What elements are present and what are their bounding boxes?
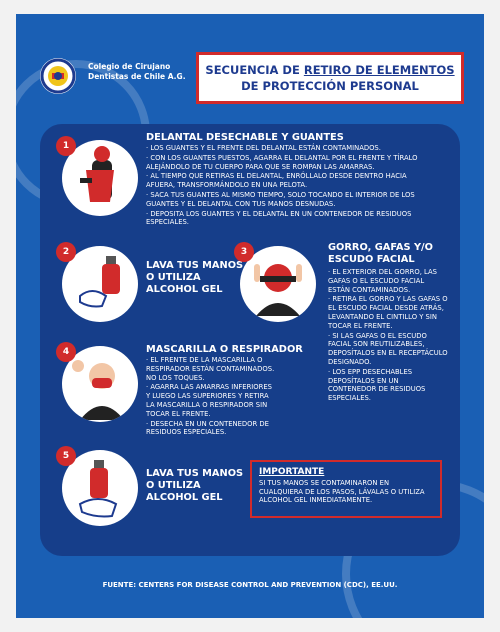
step-4-bullet: · EL FRENTE DE LA MASCARILLA O RESPIRADOR ESTÁN CONTAMINADOS. NO LOS TOQUES. (146, 356, 278, 382)
step-3-badge: 3 (234, 242, 254, 262)
title-prefix: SECUENCIA DE (205, 63, 300, 77)
step-1-bullet: · AL TIEMPO QUE RETIRAS EL DELANTAL, ENRÓLLALO DESDE DENTRO HACIA AFUERA, TRANSFORMÁNDOLO EN UNA PELOTA. (146, 172, 436, 190)
step-4-bullet: · DESECHA EN UN CONTENEDOR DE RESIDUOS ESPECIALES. (146, 420, 278, 438)
step-5-heading-line-1: LAVA TUS MANOS (146, 468, 244, 479)
step-1-bullet: · LOS GUANTES Y EL FRENTE DEL DELANTAL ESTÁN CONTAMINADOS. (146, 144, 436, 153)
step-5-heading (146, 468, 243, 504)
step-3-heading-line-2: ESCUDO FACIAL (328, 254, 415, 265)
org-name (88, 62, 186, 82)
step-2-heading-line-1: LAVA TUS MANOS (146, 260, 244, 271)
step-2-heading-line-2: O UTILIZA (146, 272, 201, 283)
step-1-badge: 1 (56, 136, 76, 156)
step-5-badge: 5 (56, 446, 76, 466)
org-line-2: Dentistas de Chile A.G. (88, 72, 186, 81)
step-1-bullet: · SACA TUS GUANTES AL MISMO TIEMPO, SOLO TOCANDO EL INTERIOR DE LOS GUANTES Y EL DELANTAL CON TUS MANOS DESNUDAS. (146, 191, 436, 209)
step-3-bullet: · RETIRA EL GORRO Y LAS GAFAS O EL ESCUDO FACIAL DESDE ATRÁS, LEVANTANDO EL CINTILLO Y SIN TOCAR EL FRENTE. (328, 295, 448, 330)
step-1-bullets (146, 144, 436, 228)
step-5-heading-line-3: ALCOHOL GEL (146, 492, 223, 503)
step-2-heading-line-3: ALCOHOL GEL (146, 284, 223, 295)
title-line-2: DE PROTECCIÓN PERSONAL (241, 79, 419, 93)
important-title: IMPORTANTE (259, 467, 325, 477)
source-footer: FUENTE: CENTERS FOR DISEASE CONTROL AND PREVENTION (CDC), EE.UU. (102, 581, 398, 589)
logo-seal-icon (40, 58, 76, 94)
step-1-bullet: · CON LOS GUANTES PUESTOS, AGARRA EL DELANTAL POR EL FRENTE Y TÍRALO ALEJÁNDOLO DE TU CUERPO PARA QUE SE ROMPAN LAS AMARRAS. (146, 154, 436, 172)
step-3-bullet: · LOS EPP DESECHABLES DEPOSÍTALOS EN UN CONTENEDOR DE RESIDUOS ESPECIALES. (328, 368, 448, 403)
step-3-heading-line-1: GORRO, GAFAS Y/O (328, 242, 433, 253)
step-4-badge: 4 (56, 342, 76, 362)
step-3-bullets (328, 268, 448, 404)
step-3-heading (328, 242, 433, 266)
step-4-heading: MASCARILLA O RESPIRADOR (146, 344, 303, 355)
step-2-badge: 2 (56, 242, 76, 262)
poster (16, 14, 484, 618)
page-title-box (196, 52, 464, 104)
org-line-1: Colegio de Cirujano (88, 62, 171, 71)
step-3-bullet: · EL EXTERIOR DEL GORRO, LAS GAFAS O EL ESCUDO FACIAL ESTÁN CONTAMINADOS. (328, 268, 448, 294)
important-notice (250, 460, 442, 518)
step-1-bullet: · DEPOSITA LOS GUANTES Y EL DELANTAL EN UN CONTENEDOR DE RESIDUOS ESPECIALES. (146, 210, 436, 228)
title-underlined: RETIRO DE ELEMENTOS (303, 63, 455, 77)
step-5-heading-line-2: O UTILIZA (146, 480, 201, 491)
important-body: SI TUS MANOS SE CONTAMINARON EN CUALQUIERA DE LOS PASOS, LÁVALAS O UTILIZA ALCOHOL GEL INMEDIATAMENTE. (259, 479, 425, 504)
step-4-bullet: · AGARRA LAS AMARRAS INFERIORES Y LUEGO LAS SUPERIORES Y RETIRA LA MASCARILLA O RESPIRADOR SIN TOCAR EL FRENTE. (146, 383, 278, 418)
step-3-bullet: · SI LAS GAFAS O EL ESCUDO FACIAL SON REUTILIZABLES, DEPOSÍTALOS EN EL RECEPTÁCULO DESIGNADO. (328, 332, 448, 367)
step-2-heading (146, 260, 243, 296)
step-4-bullets (146, 356, 278, 438)
step-1-heading: DELANTAL DESECHABLE Y GUANTES (146, 132, 344, 143)
